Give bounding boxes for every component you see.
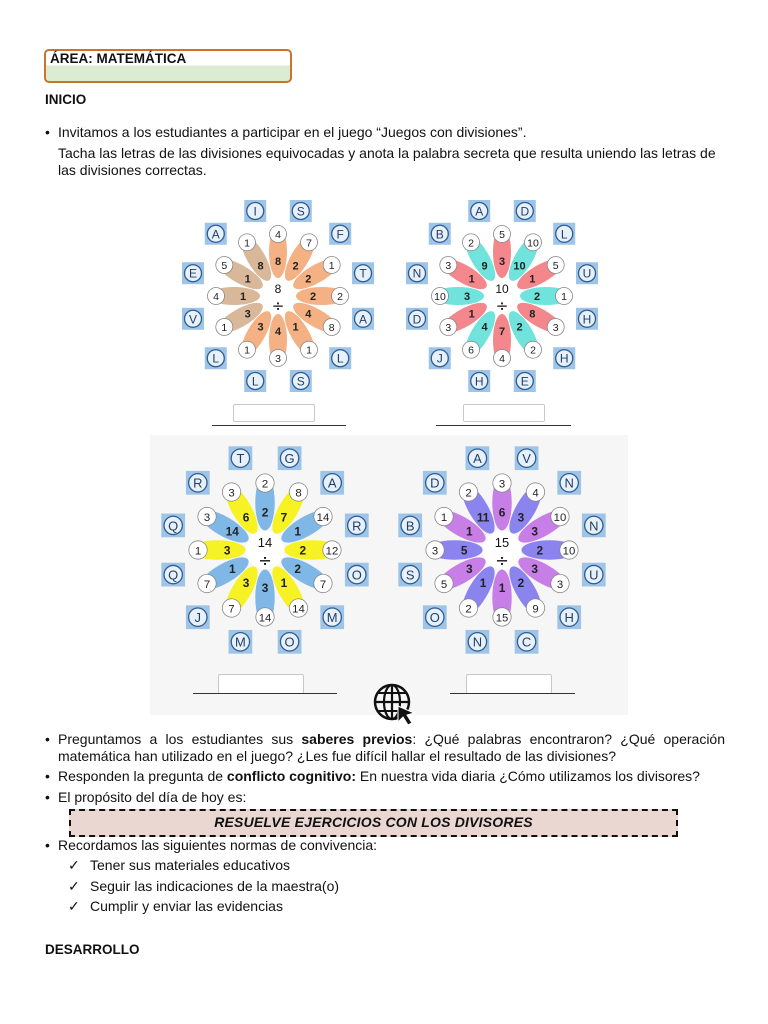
letter-label: R xyxy=(352,518,362,534)
quotient-number: 1 xyxy=(244,344,250,357)
bullet-icon: • xyxy=(45,124,50,140)
letter-label: L xyxy=(560,227,568,242)
letter-label: T xyxy=(359,266,367,281)
letter-label: N xyxy=(472,634,483,650)
checkmark-icon: ✓ xyxy=(68,878,80,894)
quotient-number: 14 xyxy=(258,612,272,625)
answer-box-1[interactable] xyxy=(233,404,315,422)
area-title: ÁREA: MATEMÁTICA xyxy=(50,51,187,66)
center-number: 14 xyxy=(257,534,273,550)
letter-label: S xyxy=(296,374,305,389)
quotient-number: 3 xyxy=(275,353,281,365)
quotient-number: 1 xyxy=(328,260,335,272)
letter-label: U xyxy=(589,567,599,583)
dividend-number: 6 xyxy=(242,510,250,525)
answer-box-2[interactable] xyxy=(463,404,545,422)
dividend-number: 8 xyxy=(529,308,536,321)
letter-label: R xyxy=(193,475,203,491)
quotient-number: 3 xyxy=(228,487,235,500)
purpose-intro: El propósito del día de hoy es: xyxy=(58,789,247,805)
divide-icon: ÷ xyxy=(271,297,285,315)
dividend-number: 3 xyxy=(244,308,251,321)
dividend-number: 2 xyxy=(294,562,302,577)
quotient-number: 2 xyxy=(530,344,536,357)
quotient-number: 10 xyxy=(553,511,567,524)
dividend-number: 3 xyxy=(465,562,473,577)
q-bold: saberes previos xyxy=(301,731,413,747)
purpose-box xyxy=(69,809,678,837)
bullet-icon: • xyxy=(45,837,50,853)
dividend-number: 11 xyxy=(476,510,490,525)
c-pre: Responden la pregunta de xyxy=(58,768,227,784)
quotient-number: 7 xyxy=(228,603,235,616)
bullet-icon: • xyxy=(45,731,50,747)
globe-cursor-icon xyxy=(372,682,416,726)
letter-label: O xyxy=(284,634,295,650)
quotient-number: 3 xyxy=(552,322,559,334)
quotient-number: 4 xyxy=(275,229,281,241)
quotient-number: 4 xyxy=(213,291,219,303)
letter-label: H xyxy=(582,312,592,327)
letter-label: U xyxy=(582,266,592,281)
quotient-number: 2 xyxy=(465,487,472,500)
letter-label: G xyxy=(284,451,295,467)
letter-label: D xyxy=(430,475,440,491)
area-title-box xyxy=(44,49,292,83)
quotient-number: 7 xyxy=(306,237,312,250)
letter-label: E xyxy=(188,266,198,281)
letter-label: A xyxy=(327,475,337,491)
letter-label: T xyxy=(236,451,245,467)
quotient-number: 7 xyxy=(203,578,211,591)
dividend-number: 10 xyxy=(513,260,526,273)
letter-label: N xyxy=(589,518,599,534)
quotient-number: 1 xyxy=(306,344,312,357)
bullet-rules xyxy=(45,837,725,854)
answer-line-1 xyxy=(212,425,346,426)
division-wheel-3 xyxy=(161,446,368,653)
bullet-icon: • xyxy=(45,768,50,784)
bullet-intro xyxy=(45,124,725,141)
quotient-number: 1 xyxy=(221,322,228,334)
dividend-number: 2 xyxy=(292,260,299,273)
bullet-previous-knowledge xyxy=(45,731,725,765)
letter-label: N xyxy=(564,475,574,491)
center-number: 8 xyxy=(274,282,282,296)
divide-icon: ÷ xyxy=(495,297,509,315)
answer-box-3[interactable] xyxy=(218,674,304,694)
dividend-number: 1 xyxy=(294,524,302,539)
q-pre: Preguntamos a los estudiantes sus xyxy=(58,731,302,747)
dividend-number: 3 xyxy=(261,581,269,596)
letter-label: V xyxy=(188,312,198,327)
dividend-number: 8 xyxy=(274,256,282,268)
dividend-number: 1 xyxy=(292,321,299,334)
dividend-number: 3 xyxy=(223,543,231,558)
dividend-number: 1 xyxy=(529,273,536,286)
quotient-number: 12 xyxy=(325,545,339,558)
dividend-number: 6 xyxy=(498,505,506,520)
quotient-number: 1 xyxy=(561,291,567,303)
quotient-number: 3 xyxy=(498,478,506,491)
letter-label: D xyxy=(520,204,530,219)
letter-label: M xyxy=(235,634,246,650)
division-wheel-1 xyxy=(182,200,374,392)
answer-box-4[interactable] xyxy=(466,674,552,694)
quotient-number: 4 xyxy=(532,487,539,500)
dividend-number: 1 xyxy=(228,562,236,577)
dividend-number: 4 xyxy=(481,321,488,334)
dividend-number: 1 xyxy=(468,308,475,321)
division-game-figure xyxy=(150,185,628,715)
quotient-number: 2 xyxy=(465,603,472,616)
letter-label: L xyxy=(336,351,344,366)
letter-label: E xyxy=(520,374,529,389)
quotient-number: 1 xyxy=(194,545,202,558)
letter-label: H xyxy=(564,610,574,626)
letter-label: J xyxy=(436,351,443,366)
division-wheel-2 xyxy=(406,200,598,392)
quotient-number: 2 xyxy=(468,237,474,250)
quotient-number: 2 xyxy=(261,478,269,491)
quotient-number: 7 xyxy=(319,578,327,591)
section-inicio: INICIO xyxy=(45,92,87,107)
divide-icon: ÷ xyxy=(495,551,509,571)
dividend-number: 1 xyxy=(239,291,247,303)
answer-line-4 xyxy=(450,693,575,694)
letter-label: F xyxy=(336,227,344,242)
quotient-number: 8 xyxy=(295,487,302,500)
dividend-number: 2 xyxy=(261,505,269,520)
letter-label: H xyxy=(474,374,484,389)
bullet-purpose xyxy=(45,789,725,806)
divide-icon: ÷ xyxy=(258,551,272,571)
quotient-number: 1 xyxy=(244,237,250,250)
dividend-number: 2 xyxy=(516,321,523,334)
quotient-number: 8 xyxy=(328,322,335,334)
dividend-number: 2 xyxy=(517,576,525,591)
rule-text: Seguir las indicaciones de la maestra(o) xyxy=(90,878,340,894)
rule-text: Cumplir y enviar las evidencias xyxy=(90,898,283,914)
quotient-number: 1 xyxy=(440,511,448,524)
letter-label: A xyxy=(473,451,482,467)
dividend-number: 14 xyxy=(225,524,239,539)
dividend-number: 2 xyxy=(533,291,541,303)
letter-label: L xyxy=(212,351,220,366)
letter-label: O xyxy=(429,610,440,626)
letter-label: M xyxy=(326,610,338,626)
quotient-number: 14 xyxy=(316,511,330,524)
rules-intro: Recordamos las siguientes normas de convivencia: xyxy=(58,837,378,853)
rule-text: Tener sus materiales educativos xyxy=(90,857,290,873)
dividend-number: 2 xyxy=(299,543,307,558)
q-post: : ¿Qué palabras encontraron? ¿Qué operación matemática han utilizado en el juego? ¿Les fue difícil hallar el resultado de las divisiones? xyxy=(58,731,726,764)
dividend-number: 3 xyxy=(498,256,506,268)
letter-label: Q xyxy=(168,567,179,583)
quotient-number: 6 xyxy=(468,344,474,357)
dividend-number: 3 xyxy=(531,524,539,539)
letter-label: A xyxy=(358,312,368,327)
quotient-number: 3 xyxy=(556,578,564,591)
dividend-number: 3 xyxy=(463,291,471,303)
quotient-number: 3 xyxy=(445,322,452,334)
letter-label: V xyxy=(522,451,531,467)
letter-label: I xyxy=(253,204,257,219)
quotient-number: 5 xyxy=(499,229,505,241)
c-post: En nuestra vida diaria ¿Cómo utilizamos los divisores? xyxy=(356,768,700,784)
rule-item xyxy=(68,857,290,874)
dividend-number: 2 xyxy=(305,273,312,286)
quotient-number: 5 xyxy=(440,578,448,591)
rule-item xyxy=(68,878,339,895)
bullet-conflict xyxy=(45,768,725,785)
dividend-number: 7 xyxy=(280,510,288,525)
dividend-number: 1 xyxy=(468,273,475,286)
center-number: 15 xyxy=(494,534,510,550)
quotient-number: 5 xyxy=(552,260,559,272)
quotient-number: 10 xyxy=(527,237,539,250)
dividend-number: 1 xyxy=(465,524,473,539)
quotient-number: 3 xyxy=(203,511,211,524)
dividend-number: 2 xyxy=(309,291,317,303)
dividend-number: 3 xyxy=(531,562,539,577)
letter-label: B xyxy=(405,518,415,534)
letter-label: B xyxy=(435,227,444,242)
quotient-number: 4 xyxy=(499,353,505,365)
letter-label: J xyxy=(194,610,202,626)
dividend-number: 7 xyxy=(498,326,506,338)
quotient-number: 15 xyxy=(495,612,509,625)
dividend-number: 1 xyxy=(244,273,251,286)
dividend-number: 1 xyxy=(280,576,288,591)
rule-item xyxy=(68,898,283,915)
section-desarrollo: DESARROLLO xyxy=(45,942,140,957)
division-wheel-4 xyxy=(398,446,605,653)
dividend-number: 3 xyxy=(517,510,525,525)
quotient-number: 3 xyxy=(445,260,452,272)
letter-label: D xyxy=(412,312,422,327)
letter-label: N xyxy=(412,266,422,281)
dividend-number: 1 xyxy=(479,576,487,591)
answer-line-3 xyxy=(193,693,337,694)
letter-label: Q xyxy=(168,518,179,534)
quotient-number: 9 xyxy=(532,603,539,616)
quotient-number: 10 xyxy=(434,291,446,303)
letter-label: S xyxy=(405,567,415,583)
checkmark-icon: ✓ xyxy=(68,857,80,873)
dividend-number: 4 xyxy=(305,308,312,321)
quotient-number: 10 xyxy=(562,545,576,558)
dividend-number: 1 xyxy=(498,581,506,596)
quotient-number: 5 xyxy=(221,260,228,272)
dividend-number: 9 xyxy=(481,260,488,273)
center-number: 10 xyxy=(495,282,509,296)
dividend-number: 4 xyxy=(274,326,282,338)
letter-label: H xyxy=(559,351,569,366)
letter-label: O xyxy=(351,567,362,583)
letter-label: A xyxy=(211,227,220,242)
letter-label: L xyxy=(251,374,259,389)
instructions-text: Tacha las letras de las divisiones equivocadas y anota la palabra secreta que resulta uniendo las letras de las divisiones correctas. xyxy=(58,145,716,178)
purpose-text: RESUELVE EJERCICIOS CON LOS DIVISORES xyxy=(214,814,533,830)
quotient-number: 2 xyxy=(337,291,343,303)
letter-label: A xyxy=(475,204,484,219)
answer-line-2 xyxy=(436,425,571,426)
dividend-number: 3 xyxy=(242,576,250,591)
bullet-icon: • xyxy=(45,789,50,805)
letter-label: C xyxy=(521,634,532,650)
c-bold: conflicto cognitivo: xyxy=(226,768,357,784)
quotient-number: 3 xyxy=(431,545,439,558)
dividend-number: 5 xyxy=(460,543,468,558)
letter-label: S xyxy=(296,204,305,219)
dividend-number: 8 xyxy=(257,260,264,273)
dividend-number: 2 xyxy=(536,543,544,558)
intro-text: Invitamos a los estudiantes a participar en el juego “Juegos con divisiones”. xyxy=(58,124,527,140)
quotient-number: 14 xyxy=(292,603,305,616)
dividend-number: 3 xyxy=(257,321,264,334)
checkmark-icon: ✓ xyxy=(68,898,80,914)
